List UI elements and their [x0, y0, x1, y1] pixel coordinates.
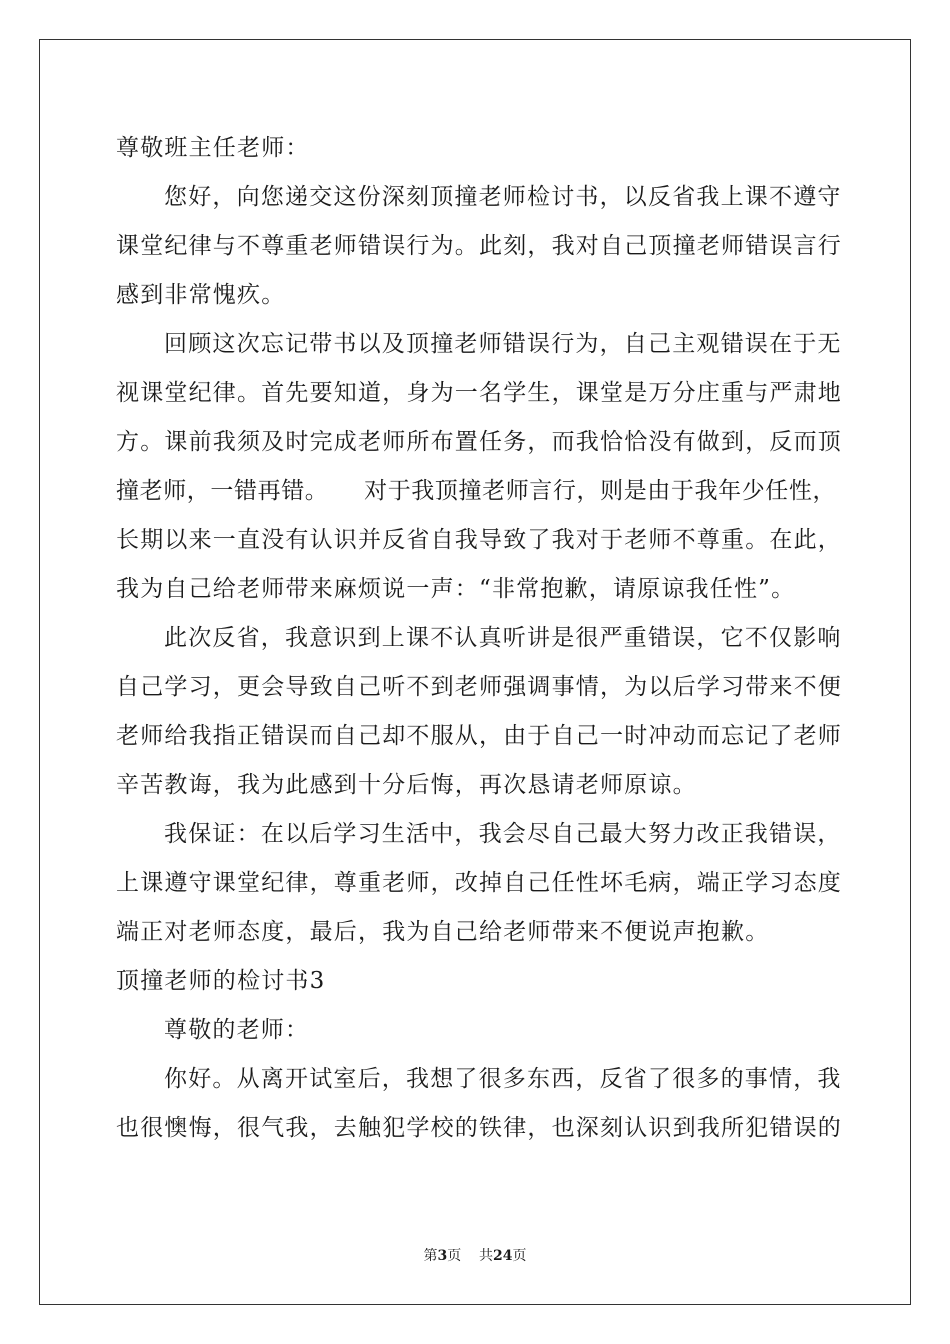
paragraph-line: 端正对老师态度，最后，我为自己给老师带来不便说声抱歉。 — [116, 919, 770, 945]
paragraph-line: 方。课前我须及时完成老师所布置任务，而我恰恰没有做到，反而顶 — [116, 429, 842, 455]
page-label-suffix: 页 — [447, 1248, 462, 1264]
paragraph-line: 上课遵守课堂纪律，尊重老师，改掉自己任性坏毛病，端正学习态度 — [116, 870, 842, 896]
paragraph-line: 长期以来一直没有认识并反省自我导致了我对于老师不尊重。在此， — [116, 527, 842, 553]
paragraph-line: 课堂纪律与不尊重老师错误行为。此刻，我对自己顶撞老师错误言行 — [116, 233, 842, 259]
paragraph-line: 辛苦教诲，我为此感到十分后悔，再次恳请老师原谅。 — [116, 772, 697, 798]
paragraph-line: 感到非常愧疚。 — [116, 282, 286, 308]
paragraph-line: 你好。从离开试室后，我想了很多东西，反省了很多的事情，我 — [164, 1066, 842, 1092]
salutation: 尊敬的老师： — [164, 1017, 310, 1043]
paragraph-line: 也很懊悔，很气我，去触犯学校的铁律，也深刻认识到我所犯错误的 — [116, 1115, 842, 1141]
paragraph-line: 我保证：在以后学习生活中，我会尽自己最大努力改正我错误， — [164, 821, 842, 847]
salutation: 尊敬班主任老师： — [116, 135, 310, 161]
page-number: 3 — [437, 1248, 448, 1264]
page-footer — [0, 1245, 950, 1265]
document-body — [116, 124, 842, 1153]
paragraph-line: 老师给我指正错误而自己却不服从，由于自己一时冲动而忘记了老师 — [116, 723, 842, 749]
page-label-prefix: 第 — [423, 1248, 438, 1264]
total-pages: 24 — [493, 1248, 513, 1264]
paragraph-line: 视课堂纪律。首先要知道，身为一名学生，课堂是万分庄重与严肃地 — [116, 380, 842, 406]
paragraph-line: 此次反省，我意识到上课不认真听讲是很严重错误，它不仅影响 — [164, 625, 842, 651]
total-label-suffix: 页 — [512, 1248, 527, 1264]
section-heading: 顶撞老师的检讨书3 — [116, 968, 326, 994]
paragraph-line: 撞老师，一错再错。 对于我顶撞老师言行，则是由于我年少任性， — [116, 478, 837, 504]
paragraph-line: 您好，向您递交这份深刻顶撞老师检讨书，以反省我上课不遵守 — [164, 184, 842, 210]
paragraph-line: 自己学习，更会导致自己听不到老师强调事情，为以后学习带来不便 — [116, 674, 842, 700]
paragraph-line: 我为自己给老师带来麻烦说一声：“非常抱歉，请原谅我任性”。 — [116, 576, 796, 602]
paragraph-line: 回顾这次忘记带书以及顶撞老师错误行为，自己主观错误在于无 — [164, 331, 842, 357]
total-label-prefix: 共 — [479, 1248, 494, 1264]
